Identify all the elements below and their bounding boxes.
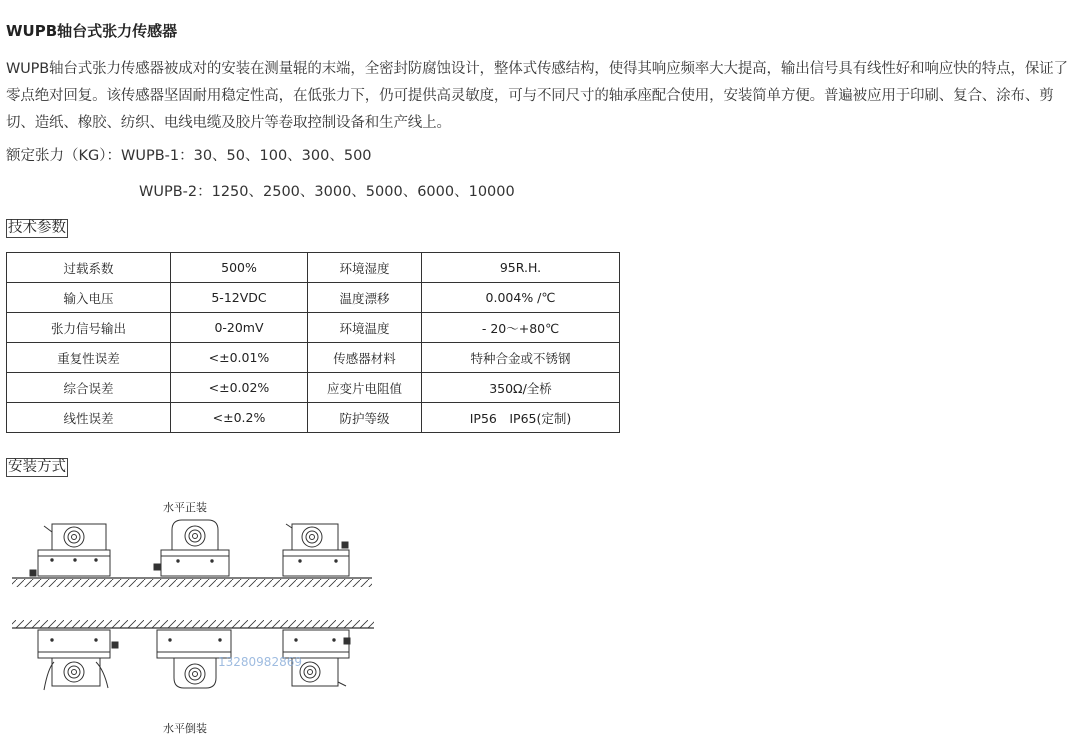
param-value: <±0.01%: [171, 343, 308, 373]
param-label: 综合误差: [7, 373, 171, 403]
param-label: 线性误差: [7, 403, 171, 433]
rated-tension-wupb2: WUPB-2：1250、2500、3000、5000、6000、10000: [139, 184, 515, 200]
installation-diagram: [0, 492, 400, 744]
sensor-upright-1: [30, 524, 110, 576]
installation-heading: 安装方式: [8, 459, 66, 475]
phone-watermark: 13280982869: [218, 655, 302, 669]
param-value: 350Ω/全桥: [422, 373, 620, 403]
param-value: 500%: [171, 253, 308, 283]
param-value: <±0.2%: [171, 403, 308, 433]
table-row: [7, 403, 620, 433]
param-label: 环境温度: [308, 313, 422, 343]
param-value: 95R.H.: [422, 253, 620, 283]
sensor-upright-3: [283, 524, 349, 576]
param-value: 特种合金或不锈钢: [422, 343, 620, 373]
param-label: 防护等级: [308, 403, 422, 433]
rated-tension-wupb1: 额定张力（KG）：WUPB-1：30、50、100、300、500: [6, 148, 372, 164]
param-label: 传感器材料: [308, 343, 422, 373]
sensor-upright-2: [154, 520, 229, 576]
horizontal-inverted-label: 水平倒装: [163, 722, 207, 735]
param-value: 0-20mV: [171, 313, 308, 343]
param-label: 张力信号输出: [7, 313, 171, 343]
param-label: 应变片电阻值: [308, 373, 422, 403]
page-title: WUPB轴台式张力传感器: [6, 22, 178, 40]
param-value: <±0.02%: [171, 373, 308, 403]
tech-params-table: [6, 252, 620, 433]
table-row: [7, 313, 620, 343]
tech-params-heading: 技术参数: [8, 220, 66, 236]
param-value: IP56 IP65(定制): [422, 403, 620, 433]
sensor-inverted-1: [38, 630, 118, 690]
table-row: [7, 373, 620, 403]
ceiling-mount-bottom: [12, 620, 374, 628]
horizontal-upright-label: 水平正装: [163, 501, 207, 514]
ground-floor-top: [12, 578, 372, 587]
param-label: 输入电压: [7, 283, 171, 313]
param-label: 温度漂移: [308, 283, 422, 313]
table-row: [7, 253, 620, 283]
param-value: 0.004% /℃: [422, 283, 620, 313]
param-label: 重复性误差: [7, 343, 171, 373]
param-label: 过载系数: [7, 253, 171, 283]
param-value: 5-12VDC: [171, 283, 308, 313]
param-label: 环境湿度: [308, 253, 422, 283]
param-value: - 20～+80℃: [422, 313, 620, 343]
table-row: [7, 283, 620, 313]
table-row: [7, 343, 620, 373]
product-description: WUPB轴台式张力传感器被成对的安装在测量辊的末端，全密封防腐蚀设计，整体式传感结构，使得其响应频率大大提高，输出信号具有线性好和响应快的特点，保证了零点绝对回复。该传感器坚固耐用稳定性高，在低张力下，仍可提供高灵敏度，可与不同尺寸的轴承座配合使用，安装简单方便。普遍被应用于印刷、复合、涂布、剪切、造纸、橡胶、纺织、电线电缆及胶片等卷取控制设备和生产线上。: [6, 61, 1068, 131]
